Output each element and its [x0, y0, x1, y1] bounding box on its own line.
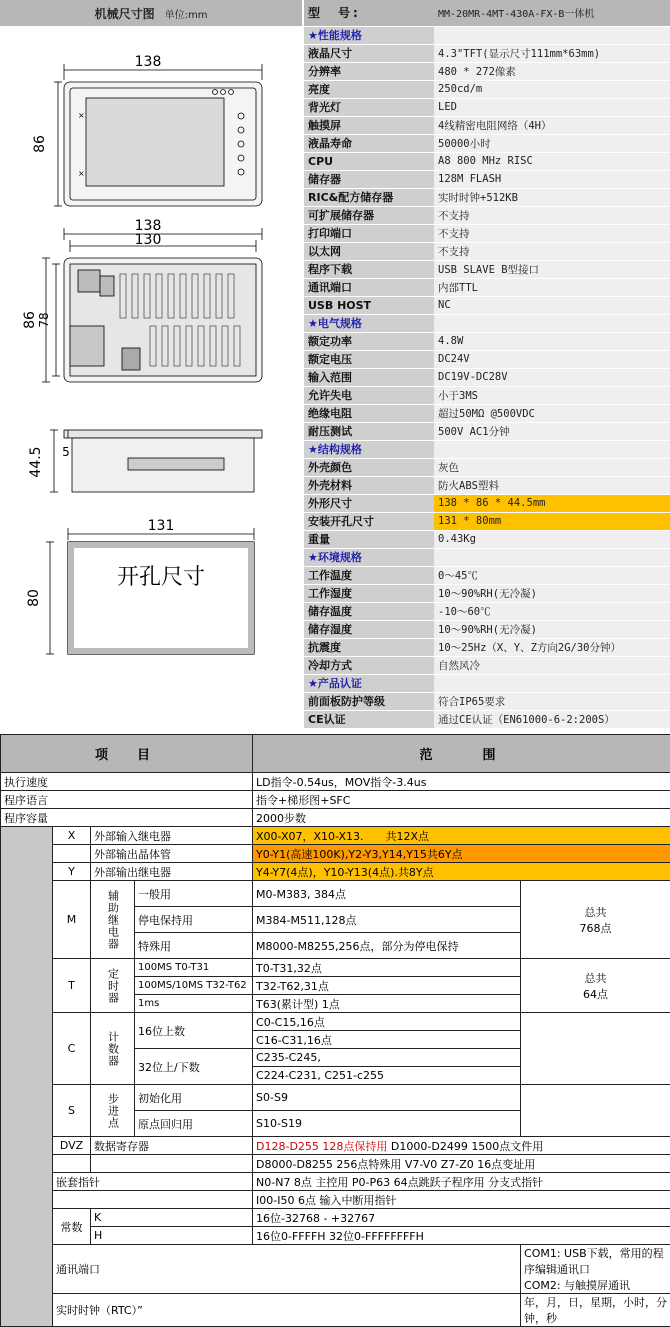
front-height-label: 86 [32, 135, 48, 153]
y-relay-name: 外部输出继电器 [91, 863, 253, 881]
spec-row [304, 278, 670, 296]
spec-row [304, 80, 670, 98]
spec-label: 可扩展储存器 [304, 206, 434, 224]
spec-label: CPU [304, 152, 434, 170]
dvz-value-2: D8000-D8255 256点特殊用 V7-V0 Z7-Z0 16点变址用 [253, 1155, 670, 1173]
nest-blank [53, 1191, 253, 1209]
drawing-title: 机械尺寸图 [95, 5, 155, 22]
spec-value: 10～90%RH(无冷凝) [434, 584, 670, 602]
spec-row [304, 170, 670, 188]
spec-value: 小于3MS [434, 386, 670, 404]
spec-value: 4.3"TFT(显示尺寸111mm*63mm) [434, 44, 670, 62]
spec-label: 冷却方式 [304, 656, 434, 674]
spec-label: 重量 [304, 530, 434, 548]
t-group: 定时器 [91, 959, 135, 1013]
nest-value-2: I00-I50 6点 输入中断用指针 [253, 1191, 670, 1209]
spec-label: 背光灯 [304, 98, 434, 116]
spec-value: 50000小时 [434, 134, 670, 152]
spec-value: 131 * 80mm [434, 512, 670, 530]
s-name-2: 原点回归用 [135, 1111, 253, 1137]
t-value-2: T32-T62,31点 [253, 977, 521, 995]
m-code: M [53, 881, 91, 959]
spec-category-row [304, 314, 670, 332]
spec-row [304, 602, 670, 620]
spec-value: 通过CE认证（EN61000-6-2:200S） [434, 710, 670, 728]
spec-label: 通讯端口 [304, 278, 434, 296]
c-row-1a [1, 1013, 670, 1031]
svg-text:×: × [78, 169, 85, 178]
spec-value: A8 800 MHz RISC [434, 152, 670, 170]
spec-row [304, 566, 670, 584]
spec-value: DC24V [434, 350, 670, 368]
exec-speed-label: 执行速度 [1, 773, 253, 791]
c-name-2: 32位上/下数 [135, 1049, 253, 1085]
spec-category-label: ★环境规格 [304, 548, 434, 566]
spec-value: LED [434, 98, 670, 116]
drawing-unit: 单位:mm [165, 6, 208, 21]
spec-value: 128M FLASH [434, 170, 670, 188]
s-code: S [53, 1085, 91, 1137]
c-total [521, 1013, 670, 1085]
spec-value: 138 * 86 * 44.5mm [434, 494, 670, 512]
t-code: T [53, 959, 91, 1013]
cutout-title: 开孔尺寸 [117, 565, 205, 590]
spec-label: 打印端口 [304, 224, 434, 242]
front-width-label: 138 [135, 54, 162, 70]
spec-header-row [304, 0, 670, 26]
prog-cap-label: 程序容量 [1, 809, 253, 827]
x-name: 外部输入继电器 [91, 827, 253, 845]
dvz-row-2 [1, 1155, 670, 1173]
t-value-1: T0-T31,32点 [253, 959, 521, 977]
spec-row [304, 368, 670, 386]
t-value-3: T63(累计型) 1点 [253, 995, 521, 1013]
plc-spec-table [0, 734, 670, 1327]
spec-label: 程序下载 [304, 260, 434, 278]
spec-label: 储存温度 [304, 602, 434, 620]
spec-label: 绝缘电阻 [304, 404, 434, 422]
y-code: Y [53, 863, 91, 881]
dvz-blank [53, 1155, 91, 1173]
nest-name: 嵌套指针 [53, 1173, 253, 1191]
spec-row [304, 224, 670, 242]
back-height-inner-label: 78 [37, 312, 51, 327]
back-width-inner-label: 130 [135, 232, 162, 248]
spec-label: RIC&配方储存器 [304, 188, 434, 206]
model-label: 型 号: [304, 0, 434, 26]
spec-value: 超过50MΩ @500VDC [434, 404, 670, 422]
rtc-label: 实时时钟（RTC）” [53, 1294, 521, 1327]
x-code: X [53, 827, 91, 845]
spec-label: 安装开孔尺寸 [304, 512, 434, 530]
prog-cap-value: 2000步数 [253, 809, 670, 827]
y-transistor-value: Y0-Y1(高速100K),Y2-Y3,Y14,Y15共6Y点 [253, 845, 670, 863]
spec-table [304, 0, 670, 729]
spec-category-row [304, 548, 670, 566]
c-group: 计数器 [91, 1013, 135, 1085]
spec-label: 以太网 [304, 242, 434, 260]
t-row-1 [1, 959, 670, 977]
drawing-header [0, 0, 302, 26]
spec-value: 不支持 [434, 242, 670, 260]
spec-label: 额定电压 [304, 350, 434, 368]
c-value-1b: C16-C31,16点 [253, 1031, 521, 1049]
y-transistor-code [53, 845, 91, 863]
spec-value: 灰色 [434, 458, 670, 476]
comm-row [1, 1245, 670, 1294]
spec-row [304, 638, 670, 656]
spec-row [304, 98, 670, 116]
m-value-3: M8000-M8255,256点，部分为停电保持 [253, 933, 521, 959]
spec-row [304, 188, 670, 206]
head-item: 项 目 [1, 735, 253, 773]
spec-label: USB HOST [304, 296, 434, 314]
spec-row [304, 260, 670, 278]
spec-category-row [304, 674, 670, 692]
side-depth-label: 44.5 [28, 446, 44, 477]
y-relay-row [1, 863, 670, 881]
c-code: C [53, 1013, 91, 1085]
spec-row [304, 116, 670, 134]
spec-value: 480 * 272像素 [434, 62, 670, 80]
cutout-height-label: 80 [26, 589, 42, 607]
back-width-outer-label: 138 [135, 218, 162, 234]
plc-head-row [1, 735, 670, 773]
spec-row [304, 584, 670, 602]
spec-category-row [304, 26, 670, 44]
const-row-k [1, 1209, 670, 1227]
spec-value: DC19V-DC28V [434, 368, 670, 386]
spec-label: 外壳颜色 [304, 458, 434, 476]
spec-row [304, 530, 670, 548]
spec-value: 500V AC1分钟 [434, 422, 670, 440]
m-value-2: M384-M511,128点 [253, 907, 521, 933]
spec-row [304, 332, 670, 350]
spec-value: 4线精密电阻网络（4H） [434, 116, 670, 134]
exec-speed-row [1, 773, 670, 791]
dvz-name: 数据寄存器 [91, 1137, 253, 1155]
prog-cap-row [1, 809, 670, 827]
spec-category-label: ★性能规格 [304, 26, 434, 44]
spec-label: 分辨率 [304, 62, 434, 80]
x-row [1, 827, 670, 845]
prog-lang-label: 程序语言 [1, 791, 253, 809]
spec-label: 工作温度 [304, 566, 434, 584]
spec-row [304, 458, 670, 476]
svg-text:×: × [78, 111, 85, 120]
rtc-value: 年，月，日，星期，小时，分钟，秒 [521, 1294, 670, 1327]
spec-row [304, 296, 670, 314]
m-group: 辅助继电器 [91, 881, 135, 959]
mechanical-drawing-panel [0, 0, 302, 728]
spec-label: 液晶尺寸 [304, 44, 434, 62]
y-transistor-name: 外部输出晶体管 [91, 845, 253, 863]
comm-label: 通讯端口 [53, 1245, 521, 1294]
comm-value [521, 1245, 670, 1294]
m-value-1: M0-M383, 384点 [253, 881, 521, 907]
dvz-code: DVZ [53, 1137, 91, 1155]
spec-value: -10～60℃ [434, 602, 670, 620]
spec-row [304, 44, 670, 62]
spec-value: 10～25Hz（X、Y、Z方向2G/30分钟） [434, 638, 670, 656]
spec-row [304, 494, 670, 512]
spec-label: 触摸屏 [304, 116, 434, 134]
s-row-1 [1, 1085, 670, 1111]
spec-label: 储存湿度 [304, 620, 434, 638]
spec-label: 抗震度 [304, 638, 434, 656]
spec-value: USB SLAVE B型接口 [434, 260, 670, 278]
c-value-2b: C224-C231, C251-c255 [253, 1067, 521, 1085]
m-name-3: 特殊用 [135, 933, 253, 959]
prog-lang-value: 指令+梯形图+SFC [253, 791, 670, 809]
t-name-1: 100MS T0-T31 [135, 959, 253, 977]
spec-label: CE认证 [304, 710, 434, 728]
m-total: 总共 768点 [521, 881, 670, 959]
spec-label: 输入范围 [304, 368, 434, 386]
spec-category-label: ★电气规格 [304, 314, 434, 332]
prog-lang-row [1, 791, 670, 809]
spec-value: 4.8W [434, 332, 670, 350]
spec-value: 符合IP65要求 [434, 692, 670, 710]
spec-row [304, 422, 670, 440]
spec-value [434, 548, 670, 566]
m-name-1: 一般用 [135, 881, 253, 907]
spec-label: 耐压测试 [304, 422, 434, 440]
s-group: 步进点 [91, 1085, 135, 1137]
spec-value: 0～45℃ [434, 566, 670, 584]
spec-row [304, 206, 670, 224]
dvz-value-rest: D1000-D2499 1500点文件用 [387, 1140, 543, 1153]
nest-row-2 [1, 1191, 670, 1209]
spec-value [434, 314, 670, 332]
spec-label: 液晶寿命 [304, 134, 434, 152]
spec-category-row [304, 440, 670, 458]
c-name-1: 16位上数 [135, 1013, 253, 1049]
const-h: H [91, 1227, 253, 1245]
dvz-value-1 [253, 1137, 670, 1155]
spec-row [304, 386, 670, 404]
spec-row [304, 62, 670, 80]
spec-value: 10～90%RH(无冷凝) [434, 620, 670, 638]
spec-value [434, 674, 670, 692]
spec-row [304, 620, 670, 638]
spec-value: 0.43Kg [434, 530, 670, 548]
spec-value: 250cd/m [434, 80, 670, 98]
t-name-2: 100MS/10MS T32-T62 [135, 977, 253, 995]
const-row-h [1, 1227, 670, 1245]
s-name-1: 初始化用 [135, 1085, 253, 1111]
c-value-2a: C235-C245, [253, 1049, 521, 1067]
spec-row [304, 404, 670, 422]
head-range: 范 围 [253, 735, 670, 773]
spec-value: 不支持 [434, 206, 670, 224]
spec-row [304, 350, 670, 368]
const-h-value: 16位0-FFFFH 32位0-FFFFFFFFH [253, 1227, 670, 1245]
spec-label: 额定功率 [304, 332, 434, 350]
spec-value [434, 26, 670, 44]
dvz-row-1 [1, 1137, 670, 1155]
c-value-1a: C0-C15,16点 [253, 1013, 521, 1031]
t-name-3: 1ms [135, 995, 253, 1013]
x-value: X00-X07，X10-X13. 共12X点 [253, 827, 670, 845]
spec-value: 不支持 [434, 224, 670, 242]
dimension-drawing [0, 26, 302, 728]
spec-value: NC [434, 296, 670, 314]
spec-row [304, 476, 670, 494]
nest-row-1 [1, 1173, 670, 1191]
spec-row [304, 512, 670, 530]
spec-row [304, 692, 670, 710]
spec-value: 内部TTL [434, 278, 670, 296]
spec-value: 防火ABS塑料 [434, 476, 670, 494]
spec-value [434, 440, 670, 458]
dvz-value-red: D128-D255 128点保持用 [256, 1140, 387, 1153]
spec-label: 外壳材料 [304, 476, 434, 494]
spec-row [304, 134, 670, 152]
spec-label: 工作湿度 [304, 584, 434, 602]
s-total [521, 1085, 670, 1137]
spec-label: 允许失电 [304, 386, 434, 404]
spec-label: 外形尺寸 [304, 494, 434, 512]
side-small-label: 5 [62, 445, 70, 459]
dvz-blank-2 [91, 1155, 253, 1173]
y-transistor-row [1, 845, 670, 863]
spec-label: 亮度 [304, 80, 434, 98]
m-name-2: 停电保持用 [135, 907, 253, 933]
back-height-outer-label: 86 [22, 311, 38, 329]
t-total: 总共 64点 [521, 959, 670, 1013]
nest-value-1: N0-N7 8点 主控用 P0-P63 64点跳跃子程序用 分支式指针 [253, 1173, 670, 1191]
y-relay-value: Y4-Y7(4点)，Y10-Y13(4点).共8Y点 [253, 863, 670, 881]
spec-category-label: ★结构规格 [304, 440, 434, 458]
const-label: 常数 [53, 1209, 91, 1245]
s-value-1: S0-S9 [253, 1085, 521, 1111]
spec-value: 实时时钟+512KB [434, 188, 670, 206]
spec-row [304, 656, 670, 674]
comm-value-2: COM2: 与触摸屏通讯 [524, 1277, 667, 1293]
spec-label: 前面板防护等级 [304, 692, 434, 710]
const-k: K [91, 1209, 253, 1227]
device-group-column [1, 827, 53, 1327]
spec-row [304, 242, 670, 260]
drawing-area [0, 26, 302, 728]
spec-row [304, 152, 670, 170]
spec-row [304, 710, 670, 728]
m-row-1 [1, 881, 670, 907]
spec-label: 储存器 [304, 170, 434, 188]
spec-value: 自然风冷 [434, 656, 670, 674]
rtc-row [1, 1294, 670, 1327]
s-value-2: S10-S19 [253, 1111, 521, 1137]
spec-category-label: ★产品认证 [304, 674, 434, 692]
exec-speed-value: LD指令-0.54us，MOV指令-3.4us [253, 773, 670, 791]
model-value: MM-20MR-4MT-430A-FX-B一体机 [434, 0, 670, 26]
const-k-value: 16位-32768 - +32767 [253, 1209, 670, 1227]
cutout-width-label: 131 [148, 518, 175, 534]
comm-value-1: COM1: USB下载，常用的程序编辑通讯口 [524, 1245, 667, 1277]
